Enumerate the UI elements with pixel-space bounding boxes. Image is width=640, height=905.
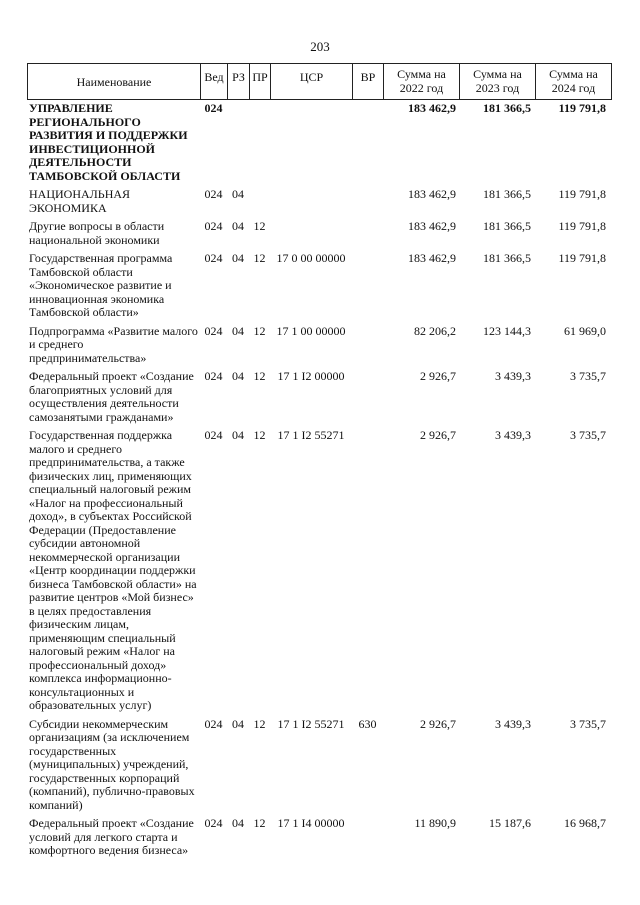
header-name: Наименование [27,63,200,100]
item-name-cell: Государственная поддержка малого и среднего предпринимательства, а также физических лиц, применяющих специальный налоговый режим «Налог на профессиональный доход», в субъектах Российской Федерации (Предоставление субсидии автономной некоммерческой организации «Центр координации поддержки бизнеса Тамбовской области» на развитие центров «Мой бизнес» в целях предоставления физическим лицам, применяющим специальный налоговый режим «Налог на профессиональный доход» комплекса информационно- консультационных и образовательных услуг) [29,428,197,712]
vr-cell [352,429,383,713]
vr-cell [352,252,383,320]
rz-cell: 04 [232,716,244,731]
rz-cell: 04 [232,428,244,442]
table-row [27,252,612,320]
csr-cell: 17 1 I2 55271 [277,716,345,731]
table-row [27,102,612,183]
table-row [27,220,612,247]
ved-cell: 024 [204,369,223,383]
item-name-cell: Федеральный проект «Создание условий для легкого старта и комфортного ведения бизнеса» [29,816,194,857]
pr-cell: 12 [253,251,266,265]
item-name-cell: Государственная программа Тамбовской области «Экономическое развитие и инновационная экономика Тамбовской области» [29,251,173,319]
table-row [27,188,612,215]
item-name-cell: Субсидии некоммерческим организациям (за исключением государственных (муниципальных) учреждений, государственных корпораций (компаний), публично-правовых компаний) [29,716,195,812]
sum-2022-cell: 82 206,2 [414,323,456,338]
header-vr: ВР [352,63,383,100]
rz-cell: 04 [232,251,244,265]
sum-2024-cell: 3 735,7 [570,716,606,731]
csr-cell: 17 0 00 00000 [276,251,346,265]
sum-2022-cell: 11 890,9 [414,816,456,830]
item-name-cell: Федеральный проект «Создание благоприятных условий для осуществления деятельности самозанятыми гражданами» [29,369,194,424]
page-number: 203 [310,39,330,54]
sum-2023-cell: 181 366,5 [483,219,531,233]
csr-cell: 17 1 00 00000 [276,323,346,338]
sum-2022-cell: 183 462,9 [408,251,456,265]
item-name-cell: НАЦИОНАЛЬНАЯ ЭКОНОМИКА [29,187,131,215]
table-row [27,718,612,813]
pr-cell: 12 [253,369,266,383]
sum-2022-cell: 2 926,7 [420,716,456,731]
csr-cell [270,188,352,215]
sum-2022-cell: 183 462,9 [408,187,456,201]
vr-cell [352,220,383,247]
ved-cell: 024 [204,187,223,201]
sum-2023-cell: 3 439,3 [495,428,531,442]
ved-cell: 024 [204,101,223,115]
item-name-cell: УПРАВЛЕНИЕ РЕГИОНАЛЬНОГО РАЗВИТИЯ И ПОДДЕРЖКИ ИНВЕСТИЦИОННОЙ ДЕЯТЕЛЬНОСТИ ТАМБОВСКОЙ ОБЛАСТИ [29,101,188,183]
sum-2023-cell: 3 439,3 [495,369,531,383]
sum-2024-cell: 119 791,8 [558,219,606,233]
csr-cell [270,102,352,183]
pr-cell: 12 [253,816,266,830]
pr-cell: 12 [253,716,266,731]
sum-2022-cell: 183 462,9 [408,101,456,115]
sum-2024-cell: 3 735,7 [570,369,606,383]
pr-cell [249,188,270,215]
item-name-cell: Подпрограмма «Развитие малого и среднего предпринимательства» [29,323,198,365]
rz-cell: 04 [232,219,244,233]
table-row [27,817,612,858]
sum-2023-cell: 181 366,5 [483,251,531,265]
vr-cell: 630 [358,716,377,731]
csr-cell: 17 1 I4 00000 [277,816,345,830]
sum-2024-cell: 3 735,7 [570,428,606,442]
table-header [27,63,612,100]
header-rz: РЗ [227,63,249,100]
ved-cell: 024 [204,816,223,830]
sum-2023-cell: 181 366,5 [483,101,531,115]
sum-2023-cell: 15 187,6 [489,816,531,830]
sum-2022-cell: 2 926,7 [420,428,456,442]
header-sum-2023: Сумма на 2023 год [459,63,535,100]
sum-2023-cell: 123 144,3 [483,323,531,338]
csr-cell: 17 1 I2 00000 [277,369,345,383]
header-sum-2024: Сумма на 2024 год [535,63,612,100]
sum-2022-cell: 2 926,7 [420,369,456,383]
sum-2023-cell: 3 439,3 [495,716,531,731]
table-body [27,102,612,858]
ved-cell: 024 [204,428,223,442]
sum-2024-cell: 119 791,8 [558,187,606,201]
csr-cell: 17 1 I2 55271 [277,428,345,442]
sum-2024-cell: 16 968,7 [564,816,606,830]
pr-cell [249,102,270,183]
header-sum-2022: Сумма на 2022 год [383,63,459,100]
header-pr: ПР [249,63,270,100]
vr-cell [352,102,383,183]
table-row [27,370,612,424]
sum-2022-cell: 183 462,9 [408,219,456,233]
item-name-cell: Другие вопросы в области национальной экономики [29,219,165,247]
rz-cell [227,102,249,183]
sum-2023-cell: 181 366,5 [483,187,531,201]
pr-cell: 12 [253,428,266,442]
sum-2024-cell: 119 791,8 [558,101,606,115]
sum-2024-cell: 119 791,8 [558,251,606,265]
rz-cell: 04 [232,187,244,201]
vr-cell [352,370,383,424]
vr-cell [352,817,383,858]
pr-cell: 12 [253,219,266,233]
table-row [27,429,612,713]
vr-cell [352,188,383,215]
rz-cell: 04 [232,816,244,830]
rz-cell: 04 [232,323,244,338]
rz-cell: 04 [232,369,244,383]
header-csr: ЦСР [270,63,352,100]
ved-cell: 024 [204,219,223,233]
table-row [27,325,612,366]
vr-cell [352,325,383,366]
ved-cell: 024 [204,716,223,731]
header-ved: Вед [200,63,227,100]
pr-cell: 12 [253,323,266,338]
csr-cell [270,220,352,247]
ved-cell: 024 [204,251,223,265]
ved-cell: 024 [204,323,223,338]
sum-2024-cell: 61 969,0 [564,323,606,338]
